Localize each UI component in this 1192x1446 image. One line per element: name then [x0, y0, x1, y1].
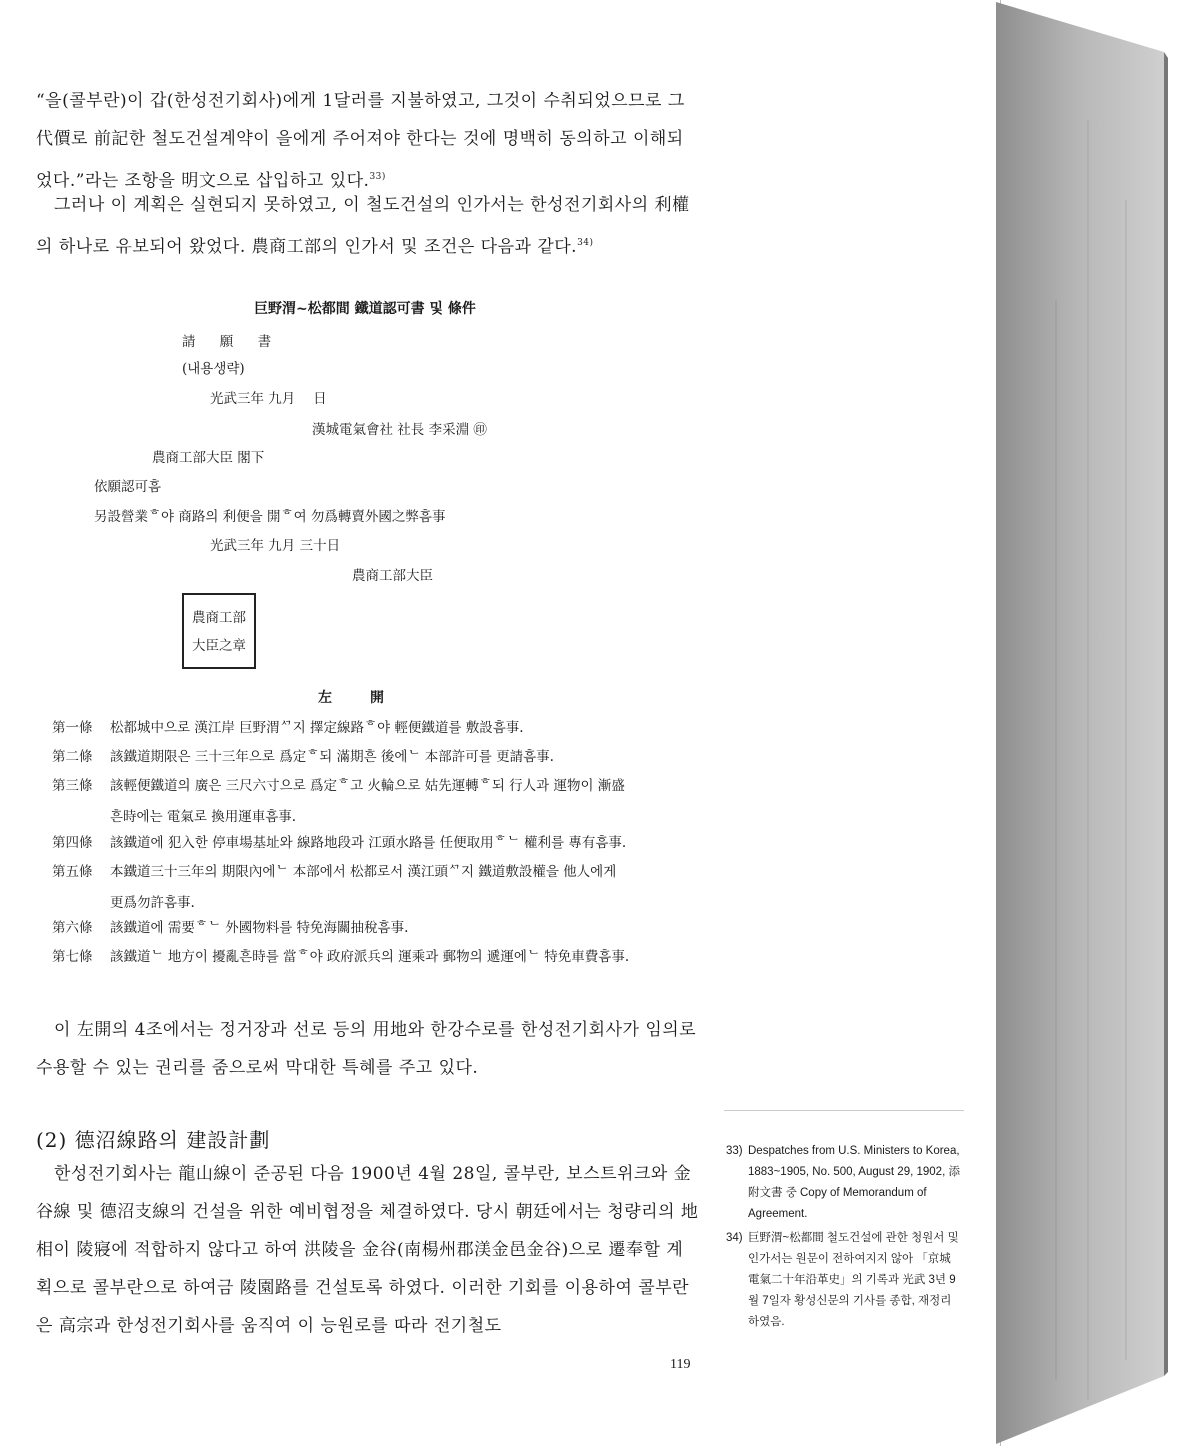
- footnote-text: Despatches from U.S. Ministers to Korea, 1883~1905, No. 500, August 29, 1902, 添附文書 중 Copy of Memorandum of Agreement.: [748, 1145, 960, 1220]
- paragraph-quote: “을(콜부란)이 갑(한성전기회사)에게 1달러를 지불하였고, 그것이 수취되었으므로 그 代價로 前記한 철도건설계약이 을에게 주어져야 한다는 것에 명백히 동의하고 이해되었다.”라는 조항을 明文으로 삽입하고 있다.$^{33)}$: [36, 91, 685, 191]
- approval-date: 光武三年 九月 三十日: [210, 538, 341, 554]
- content-omitted: (내용생략): [182, 361, 245, 377]
- section-heading: (2) 德沼線路의 建設計劃: [36, 1128, 271, 1152]
- article-4: [52, 828, 702, 859]
- official-seal: [182, 593, 256, 669]
- article-number: 第三條: [52, 778, 93, 794]
- footnote-34: [726, 1228, 962, 1333]
- article-text: 本鐵道三十三年의 期限內에ᄂ 本部에서 松都로서 漢江頭ᄭ지 鐵道敷設權을 他人에게 更爲勿許흠事.: [110, 864, 617, 911]
- article-6: [52, 913, 702, 944]
- article-number: 第四條: [52, 835, 93, 851]
- footnote-number: 34): [726, 1232, 743, 1244]
- article-text: 松都城中으로 漢江岸 巨野渭ᄭ지 擇定線路ᄒ야 輕便鐵道를 敷設흠事.: [110, 720, 524, 736]
- article-text: 該鐵道에 需要ᄒᄂ 外國物料를 特免海關抽稅흠事.: [110, 920, 409, 936]
- article-2: [52, 742, 702, 773]
- article-3: [52, 771, 702, 833]
- petitioner: 漢城電氣會社 社長 李采淵 ㊞: [312, 422, 487, 438]
- article-text: 該鐵道期限은 三十三年으로 爲定ᄒ되 滿期흔 後에ᄂ 本部許可를 更請흠事.: [110, 749, 554, 765]
- footnotes: [726, 1141, 962, 1336]
- seal-line-2: 大臣之章: [192, 638, 246, 654]
- paragraph-approval: 그러나 이 계획은 실현되지 못하였고, 이 철도건설의 인가서는 한성전기회사의 利權의 하나로 유보되어 왔었다. 農商工部의 인가서 및 조건은 다음과 같다.$^{34)}$: [36, 195, 690, 257]
- article-text: 該鐵道ᄂ 地方이 擾亂흔時를 當ᄒ야 政府派兵의 運乘과 郵物의 遞運에ᄂ 特免車費흠事.: [110, 949, 630, 965]
- document-title: 巨野渭~松都間 鐵道認可書 및 條件: [254, 301, 476, 317]
- section-body: 한성전기회사는 龍山線이 준공된 다음 1900년 4월 28일, 콜부란, 보스트위크와 金谷線 및 德沼支線의 건설을 위한 예비협정을 체결하였다. 당시 朝廷에서는 청량리의 地相이 陵寢에 적합하지 않다고 하여 洪陵을 金谷(南楊州郡渼金邑金谷)으로 遷奉할 계획으로 콜부란으로 하여금 陵園路를 건설토록 하였다. 이러한 기회를 이용하여 콜부란은 高宗과 한성전기회사를 움직여 이 능원로를 따라 전기철도: [36, 1164, 699, 1336]
- article-1: [52, 713, 702, 744]
- footnote-number: 33): [726, 1145, 743, 1157]
- approval-line: 依願認可흠: [94, 479, 162, 495]
- article-number: 第五條: [52, 864, 93, 880]
- page-number: 119: [670, 1357, 691, 1372]
- article-7: [52, 942, 702, 973]
- footnote-divider: [724, 1110, 964, 1111]
- article-text: 該輕便鐵道의 廣은 三尺六寸으로 爲定ᄒ고 火輪으로 姑先運轉ᄒ되 行人과 運物이 漸盛 흔時에는 電氣로 換用運車흠事.: [110, 778, 625, 825]
- article-text: 該鐵道에 犯入한 停車場基址와 線路地段과 江頭水路를 任便取用ᄒᄂ 權利를 專有흠事.: [110, 835, 627, 851]
- article-number: 第二條: [52, 749, 93, 765]
- book-page-edge: [996, 0, 1192, 1446]
- approval-condition: 另設營業ᄒ야 商路의 利便을 開ᄒ여 勿爲轉賣外國之弊흠事: [94, 509, 446, 525]
- petition-heading: 請 願 書: [182, 334, 282, 350]
- approver: 農商工部大臣: [352, 568, 433, 584]
- seal-line-1: 農商工部: [192, 610, 246, 626]
- footnote-text: 巨野渭~松都間 철도건설에 관한 청원서 및 인가서는 원문이 전하여지지 않아 「京城電氣二十年沿革史」의 기록과 光武 3년 9월 7일자 황성신문의 기사를 종합, 재정리하였음.: [748, 1232, 959, 1328]
- footnote-33: [726, 1141, 962, 1225]
- paragraph-privilege: 이 左開의 4조에서는 정거장과 선로 등의 用地와 한강수로를 한성전기회사가 임의로 수용할 수 있는 권리를 줌으로써 막대한 특혜를 주고 있다.: [36, 1020, 697, 1078]
- addressee: 農商工部大臣 閣下: [152, 450, 265, 466]
- article-number: 第一條: [52, 720, 93, 736]
- petition-date: 光武三年 九月 日: [210, 391, 327, 407]
- left-open-title: 左開: [318, 690, 422, 706]
- article-5: [52, 857, 702, 919]
- article-number: 第七條: [52, 949, 93, 965]
- article-number: 第六條: [52, 920, 93, 936]
